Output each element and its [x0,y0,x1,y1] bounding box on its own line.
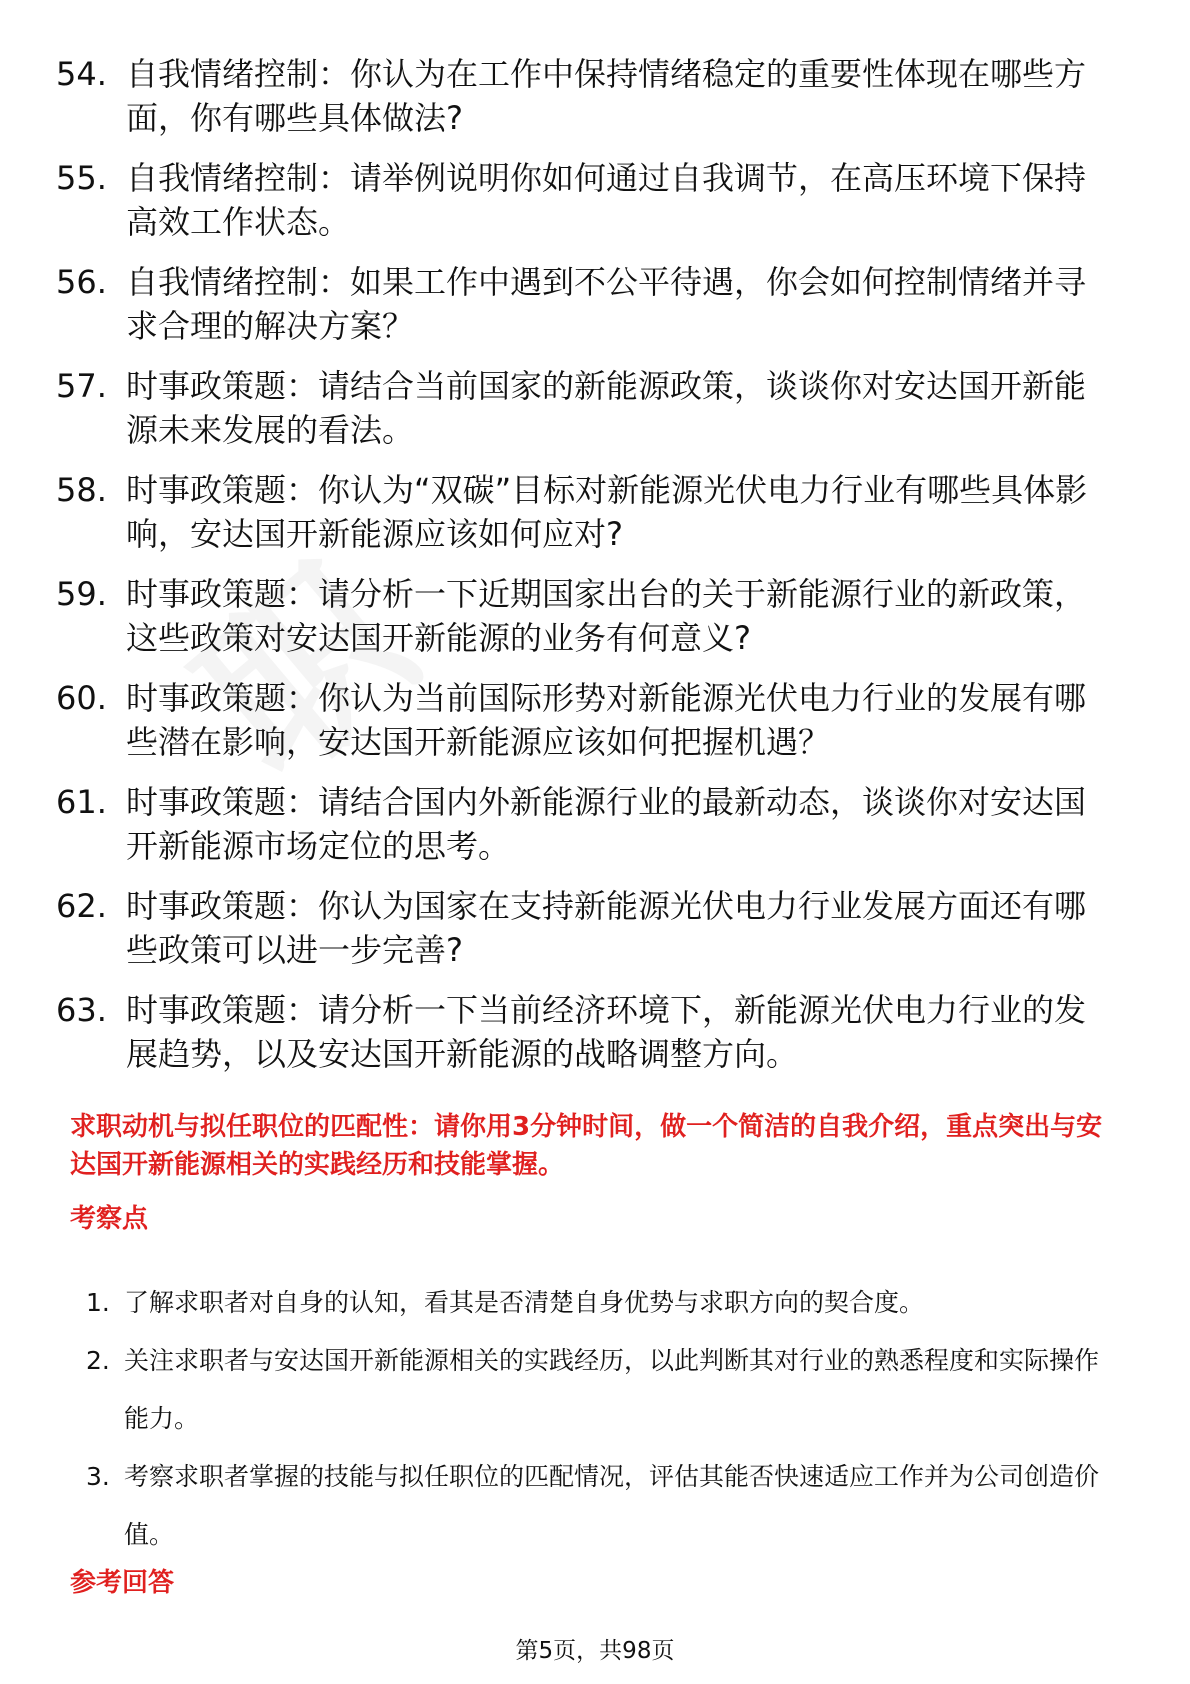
question-number: 59. [56,575,107,613]
question-text: 时事政策题：请结合当前国家的新能源政策，谈谈你对安达国开新能源未来发展的看法。 [126,367,1087,449]
point-text: 了解求职者对自身的认知，看其是否清楚自身优势与求职方向的契合度。 [124,1288,925,1317]
answer-label: 参考回答 [70,1568,175,1598]
page-footer: 第5页，共98页 [515,1638,675,1664]
question-item [56,988,1116,1076]
point-text: 考察求职者掌握的技能与拟任职位的匹配情况，评估其能否快速适应工作并为公司创造价值。 [124,1462,1100,1549]
points-list [86,1274,1116,1564]
question-number: 60. [56,679,107,717]
point-item [86,1332,1116,1448]
question-text: 自我情绪控制：如果工作中遇到不公平待遇，你会如何控制情绪并寻求合理的解决方案？ [126,263,1087,345]
question-text: 时事政策题：请分析一下当前经济环境下，新能源光伏电力行业的发展趋势，以及安达国开新能源的战略调整方向。 [126,991,1087,1073]
points-label: 考察点 [70,1204,149,1234]
question-list [56,52,1116,1092]
question-text: 时事政策题：请结合国内外新能源行业的最新动态，谈谈你对安达国开新能源市场定位的思考。 [126,783,1087,865]
point-number: 3. [86,1462,110,1491]
point-text: 关注求职者与安达国开新能源相关的实践经历，以此判断其对行业的熟悉程度和实际操作能力。 [124,1346,1100,1433]
question-number: 62. [56,887,107,925]
question-number: 55. [56,159,107,197]
question-number: 58. [56,471,107,509]
question-text: 时事政策题：请分析一下近期国家出台的关于新能源行业的新政策，这些政策对安达国开新能源的业务有何意义? [126,575,1087,657]
question-number: 61. [56,783,107,821]
question-number: 57. [56,367,107,405]
point-item [86,1274,1116,1332]
question-text: 时事政策题：你认为“双碳”目标对新能源光伏电力行业有哪些具体影响，安达国开新能源应该如何应对? [126,471,1088,553]
question-item [56,364,1116,452]
question-item [56,572,1116,660]
question-item [56,676,1116,764]
highlight-question: 求职动机与拟任职位的匹配性：请你用3分钟时间，做一个简洁的自我介绍，重点突出与安达国开新能源相关的实践经历和技能掌握。 [70,1112,1103,1180]
question-item [56,260,1116,348]
point-item [86,1448,1116,1564]
question-number: 56. [56,263,107,301]
question-text: 自我情绪控制：请举例说明你如何通过自我调节，在高压环境下保持高效工作状态。 [126,159,1087,241]
question-item [56,780,1116,868]
question-item [56,884,1116,972]
question-text: 时事政策题：你认为当前国际形势对新能源光伏电力行业的发展有哪些潜在影响，安达国开新能源应该如何把握机遇？ [126,679,1087,761]
point-number: 2. [86,1346,110,1375]
question-item [56,468,1116,556]
question-text: 时事政策题：你认为国家在支持新能源光伏电力行业发展方面还有哪些政策可以进一步完善? [126,887,1087,969]
question-item [56,52,1116,140]
question-text: 自我情绪控制：你认为在工作中保持情绪稳定的重要性体现在哪些方面，你有哪些具体做法? [126,55,1087,137]
question-number: 63. [56,991,107,1029]
question-number: 54. [56,55,107,93]
point-number: 1. [86,1288,110,1317]
question-item [56,156,1116,244]
